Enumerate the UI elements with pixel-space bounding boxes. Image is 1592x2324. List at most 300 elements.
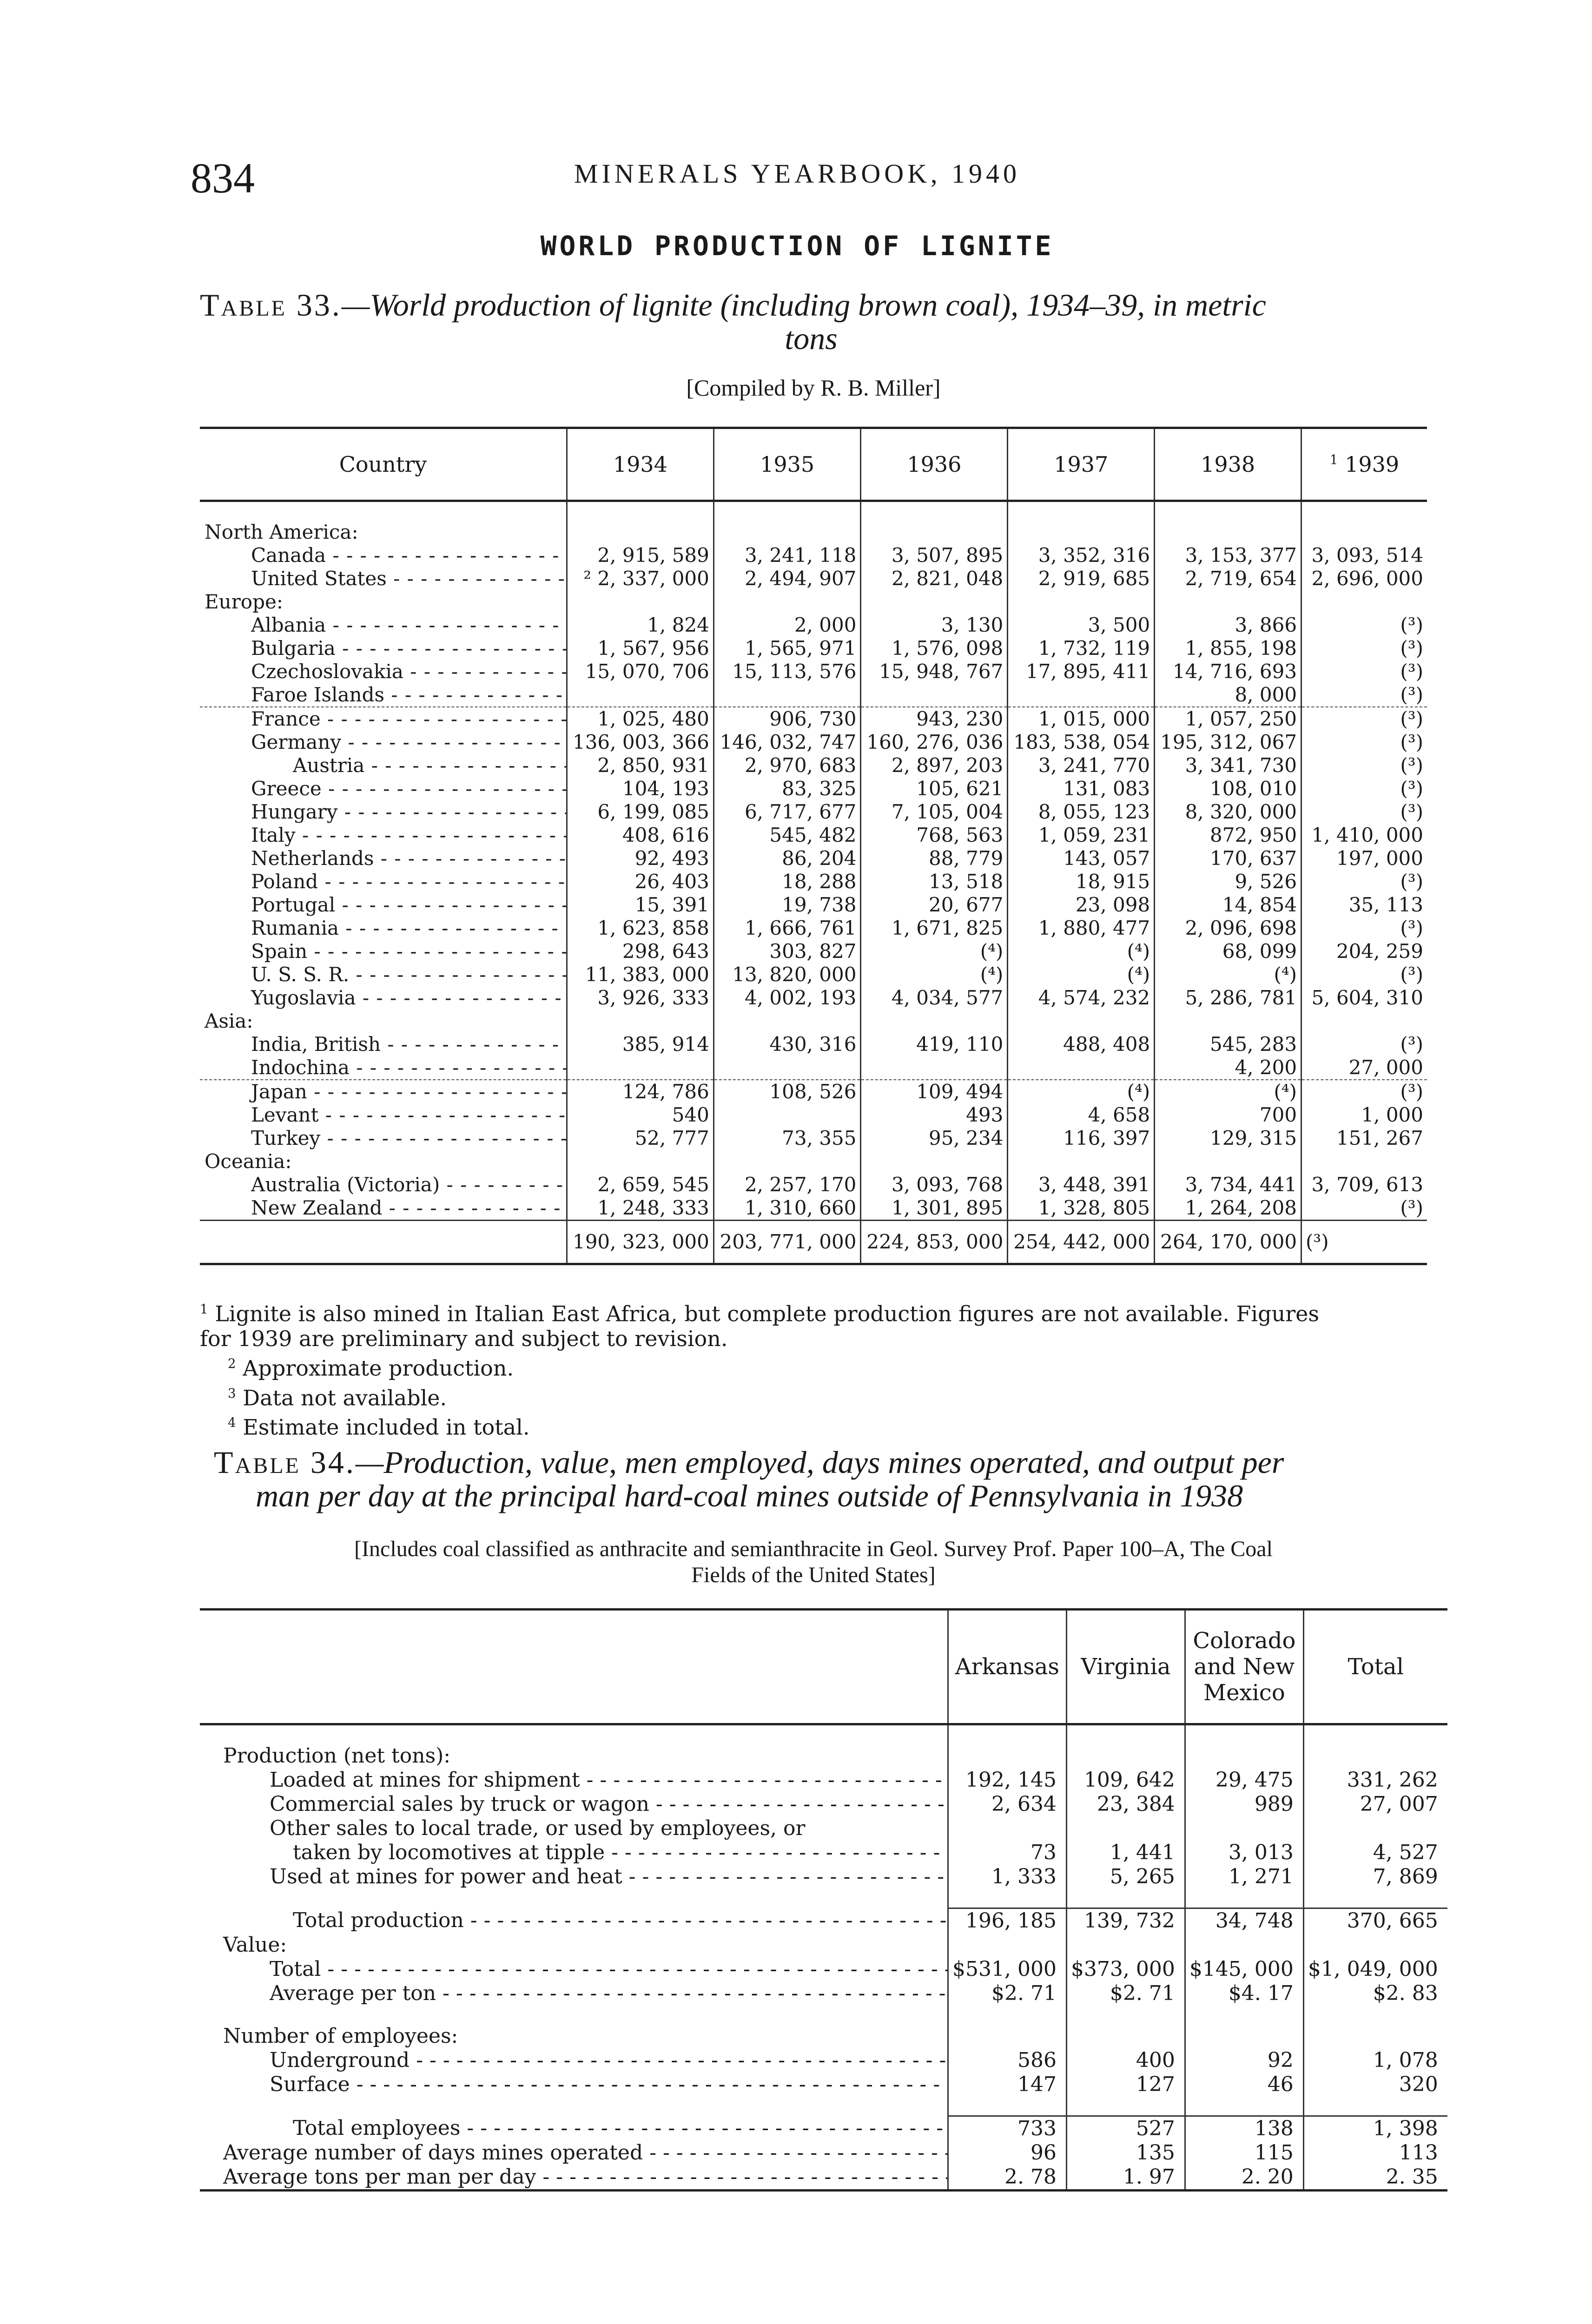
cell-1936: 3, 130 bbox=[861, 614, 1008, 637]
cell-1938: 129, 315 bbox=[1155, 1127, 1301, 1150]
row-label-text: Average number of days mines operated - - - bbox=[223, 2141, 948, 2165]
table-row bbox=[200, 1150, 1427, 1173]
cell-1935 bbox=[713, 521, 861, 544]
cell-1939 bbox=[1301, 521, 1427, 544]
cell-1934: 1, 623, 858 bbox=[567, 917, 714, 940]
cell-colorado-new-mexico: 46 bbox=[1185, 2073, 1303, 2097]
cell-virginia bbox=[1066, 1816, 1185, 1841]
cell-1939: (³) bbox=[1301, 707, 1427, 731]
row-label bbox=[200, 2048, 948, 2073]
cell-total bbox=[1303, 1816, 1447, 1841]
cell-colorado-new-mexico: 989 bbox=[1185, 1792, 1303, 1816]
cell-1935: 545, 482 bbox=[713, 824, 861, 847]
table-row bbox=[200, 1033, 1427, 1056]
cell-total: 7, 869 bbox=[1303, 1865, 1447, 1889]
cell-1936: 2, 897, 203 bbox=[861, 754, 1008, 777]
table33-caption bbox=[200, 288, 1422, 355]
table-row bbox=[200, 963, 1427, 986]
cell-1939: 1, 410, 000 bbox=[1301, 824, 1427, 847]
cell-1938: 3, 734, 441 bbox=[1155, 1173, 1301, 1196]
country-label: Italy - - - bbox=[251, 824, 567, 846]
row-label-text: Value: bbox=[223, 1933, 287, 1957]
table33-note: [Compiled by R. B. Miller] bbox=[686, 375, 941, 401]
table-row bbox=[200, 917, 1427, 940]
cell-1934 bbox=[567, 1056, 714, 1080]
table34-note-line1: [Includes coal classified as anthracite and semianthracite in Geol. Survey Prof. Paper 100–A, The Coal bbox=[354, 1537, 1273, 1561]
cell-1938 bbox=[1155, 1010, 1301, 1033]
row-label-text: Loaded at mines for shipment - - - bbox=[270, 1768, 948, 1792]
row-label bbox=[200, 1744, 948, 1768]
country-label: Asia: bbox=[205, 1010, 253, 1032]
cell-arkansas bbox=[948, 1816, 1067, 1841]
cell-1935: 1, 310, 660 bbox=[713, 1196, 861, 1221]
cell-1937 bbox=[1008, 521, 1155, 544]
row-label bbox=[200, 2165, 948, 2191]
country-label: Turkey - - - bbox=[251, 1127, 567, 1149]
row-label bbox=[200, 2116, 948, 2141]
total-1935: 203, 771, 000 bbox=[713, 1221, 861, 1264]
cell-1936: 13, 518 bbox=[861, 870, 1008, 893]
cell-1939 bbox=[1301, 1150, 1427, 1173]
row-label-text: Other sales to local trade, or used by employees, or bbox=[270, 1816, 806, 1840]
footnote-2: Approximate production. bbox=[243, 1355, 514, 1381]
row-label-text: Average tons per man per day - - - bbox=[223, 2165, 948, 2189]
footnote-4-mark: 4 bbox=[228, 1414, 236, 1430]
cell-1939: (³) bbox=[1301, 637, 1427, 660]
cell-1936: 3, 507, 895 bbox=[861, 544, 1008, 567]
table33-label: Table 33. bbox=[200, 287, 342, 323]
cell-1937 bbox=[1008, 590, 1155, 614]
cell-arkansas: 586 bbox=[948, 2048, 1067, 2073]
country-label: France - - - bbox=[251, 707, 567, 730]
row-label-text: Total employees - - - bbox=[293, 2116, 948, 2140]
country-label: Spain - - - bbox=[251, 940, 567, 963]
cell-1936: 4, 034, 577 bbox=[861, 986, 1008, 1010]
cell-1939: 197, 000 bbox=[1301, 847, 1427, 870]
col-country: Country bbox=[200, 428, 567, 501]
cell-1939: (³) bbox=[1301, 1196, 1427, 1221]
cell-1936: 768, 563 bbox=[861, 824, 1008, 847]
cell-colorado-new-mexico bbox=[1185, 1744, 1303, 1768]
cell-1935: 1, 565, 971 bbox=[713, 637, 861, 660]
row-label-text: Production (net tons): bbox=[223, 1744, 451, 1768]
cell-1939: (³) bbox=[1301, 917, 1427, 940]
table33-header-row bbox=[200, 428, 1427, 501]
cell-1935: 3, 241, 118 bbox=[713, 544, 861, 567]
cell-1938: 195, 312, 067 bbox=[1155, 731, 1301, 754]
country-name bbox=[200, 544, 567, 567]
cell-virginia: 109, 642 bbox=[1066, 1768, 1185, 1792]
cell-1937: 3, 448, 391 bbox=[1008, 1173, 1155, 1196]
cell-1936 bbox=[861, 590, 1008, 614]
footnote-2-mark: 2 bbox=[228, 1356, 236, 1372]
cell-arkansas: $531, 000 bbox=[948, 1957, 1067, 1981]
totals-label bbox=[200, 1221, 567, 1264]
country-label: Faroe Islands - - - bbox=[251, 683, 567, 706]
total-1938: 264, 170, 000 bbox=[1155, 1221, 1301, 1264]
cell-1938: 4, 200 bbox=[1155, 1056, 1301, 1080]
cell-1937: (⁴) bbox=[1008, 1080, 1155, 1103]
table-row bbox=[200, 2024, 1447, 2048]
row-label bbox=[200, 1865, 948, 1889]
cell-1935 bbox=[713, 1103, 861, 1127]
cell-1935: 906, 730 bbox=[713, 707, 861, 731]
col-blank bbox=[200, 1610, 948, 1724]
cell-1938: 5, 286, 781 bbox=[1155, 986, 1301, 1010]
cell-1938: 8, 320, 000 bbox=[1155, 800, 1301, 824]
table-row bbox=[200, 777, 1427, 800]
cell-1936 bbox=[861, 1150, 1008, 1173]
cell-1936: 15, 948, 767 bbox=[861, 660, 1008, 683]
cell-1934: 2, 659, 545 bbox=[567, 1173, 714, 1196]
row-label bbox=[200, 1841, 948, 1865]
cell-1937: 3, 241, 770 bbox=[1008, 754, 1155, 777]
country-label: North America: bbox=[205, 521, 358, 543]
cell-arkansas: 147 bbox=[948, 2073, 1067, 2097]
row-label bbox=[200, 1908, 948, 1934]
table-row bbox=[200, 1865, 1447, 1889]
table-row bbox=[200, 707, 1427, 731]
cell-virginia: 527 bbox=[1066, 2116, 1185, 2141]
cell-1934: 15, 070, 706 bbox=[567, 660, 714, 683]
table34 bbox=[200, 1608, 1447, 2192]
footnote-3-mark: 3 bbox=[228, 1385, 236, 1401]
page-number: 834 bbox=[191, 154, 255, 202]
cell-1939: (³) bbox=[1301, 660, 1427, 683]
cell-1936 bbox=[861, 683, 1008, 707]
cell-1936: (⁴) bbox=[861, 940, 1008, 963]
cell-1936: 943, 230 bbox=[861, 707, 1008, 731]
cell-1936 bbox=[861, 1056, 1008, 1080]
table34-title-cont: man per day at the principal hard-coal mines outside of Pennsylvania in 1938 bbox=[256, 1478, 1243, 1513]
cell-total bbox=[1303, 2024, 1447, 2048]
table34-note bbox=[200, 1536, 1427, 1588]
country-name bbox=[200, 917, 567, 940]
country-name bbox=[200, 893, 567, 917]
cell-1937: 143, 057 bbox=[1008, 847, 1155, 870]
cell-1935: 86, 204 bbox=[713, 847, 861, 870]
country-name bbox=[200, 1196, 567, 1221]
cell-colorado-new-mexico: 92 bbox=[1185, 2048, 1303, 2073]
country-name bbox=[200, 1127, 567, 1150]
cell-1938: 3, 866 bbox=[1155, 614, 1301, 637]
row-label-text: Total production - - - bbox=[293, 1908, 948, 1932]
cell-1937: 23, 098 bbox=[1008, 893, 1155, 917]
cell-1937: 17, 895, 411 bbox=[1008, 660, 1155, 683]
cell-arkansas: 192, 145 bbox=[948, 1768, 1067, 1792]
cell-arkansas: 733 bbox=[948, 2116, 1067, 2141]
country-name bbox=[200, 614, 567, 637]
cell-1935: 83, 325 bbox=[713, 777, 861, 800]
table-row bbox=[200, 1196, 1427, 1221]
country-name bbox=[200, 637, 567, 660]
country-name bbox=[200, 731, 567, 754]
cell-1935: 108, 526 bbox=[713, 1080, 861, 1103]
cell-1937 bbox=[1008, 1150, 1155, 1173]
cell-total: 4, 527 bbox=[1303, 1841, 1447, 1865]
row-label-text: Number of employees: bbox=[223, 2024, 458, 2048]
cell-1939: 2, 696, 000 bbox=[1301, 567, 1427, 590]
cell-1935: 1, 666, 761 bbox=[713, 917, 861, 940]
cell-1935: 2, 494, 907 bbox=[713, 567, 861, 590]
cell-1937: 1, 880, 477 bbox=[1008, 917, 1155, 940]
cell-1937: 116, 397 bbox=[1008, 1127, 1155, 1150]
cell-1934: 124, 786 bbox=[567, 1080, 714, 1103]
cell-1936: 493 bbox=[861, 1103, 1008, 1127]
footnote-3: Data not available. bbox=[243, 1385, 447, 1410]
cell-1939: 1, 000 bbox=[1301, 1103, 1427, 1127]
country-name bbox=[200, 1103, 567, 1127]
cell-1938: 108, 010 bbox=[1155, 777, 1301, 800]
cell-1937: 4, 658 bbox=[1008, 1103, 1155, 1127]
table-row bbox=[200, 2116, 1447, 2141]
cell-total bbox=[1303, 1744, 1447, 1768]
table34-title: —Production, value, men employed, days mines operated, and output per bbox=[355, 1445, 1284, 1480]
col-year-1937: 1937 bbox=[1008, 428, 1155, 501]
cell-1937: (⁴) bbox=[1008, 963, 1155, 986]
country-label: Greece - - - bbox=[251, 777, 567, 800]
cell-1938: 2, 719, 654 bbox=[1155, 567, 1301, 590]
cell-1934: 104, 193 bbox=[567, 777, 714, 800]
table-row bbox=[200, 637, 1427, 660]
cell-1935: 18, 288 bbox=[713, 870, 861, 893]
footnote-1-cont: for 1939 are preliminary and subject to revision. bbox=[200, 1326, 728, 1352]
cell-1938: 3, 153, 377 bbox=[1155, 544, 1301, 567]
col-year-1939 bbox=[1301, 428, 1427, 501]
cell-1939: 27, 000 bbox=[1301, 1056, 1427, 1080]
cell-1936: 88, 779 bbox=[861, 847, 1008, 870]
country-name bbox=[200, 521, 567, 544]
table-row bbox=[200, 2048, 1447, 2073]
row-label-text: Surface - - - bbox=[270, 2073, 948, 2096]
table-row bbox=[200, 1816, 1447, 1841]
table-row bbox=[200, 1056, 1427, 1080]
country-label: United States - - - bbox=[251, 567, 567, 590]
cell-1939: (³) bbox=[1301, 870, 1427, 893]
cell-1934: 92, 493 bbox=[567, 847, 714, 870]
cell-1936: 1, 576, 098 bbox=[861, 637, 1008, 660]
cell-1939: 204, 259 bbox=[1301, 940, 1427, 963]
table-row bbox=[200, 1768, 1447, 1792]
country-name bbox=[200, 754, 567, 777]
spacer-row bbox=[200, 2097, 1447, 2116]
table-row bbox=[200, 521, 1427, 544]
cell-1934: 1, 248, 333 bbox=[567, 1196, 714, 1221]
cell-1935: 15, 113, 576 bbox=[713, 660, 861, 683]
cell-1935: 303, 827 bbox=[713, 940, 861, 963]
cell-1937: 488, 408 bbox=[1008, 1033, 1155, 1056]
cell-1939: 3, 709, 613 bbox=[1301, 1173, 1427, 1196]
cell-1935: 2, 257, 170 bbox=[713, 1173, 861, 1196]
cell-1936 bbox=[861, 521, 1008, 544]
footnote-4: Estimate included in total. bbox=[243, 1414, 530, 1440]
cell-1938: 14, 716, 693 bbox=[1155, 660, 1301, 683]
table-row bbox=[200, 1933, 1447, 1957]
table-row bbox=[200, 1744, 1447, 1768]
total-1936: 224, 853, 000 bbox=[861, 1221, 1008, 1264]
row-label bbox=[200, 2073, 948, 2097]
country-label: Rumania - - - bbox=[251, 917, 567, 939]
cell-1935: 146, 032, 747 bbox=[713, 731, 861, 754]
cell-1939 bbox=[1301, 590, 1427, 614]
cell-1936: 1, 301, 895 bbox=[861, 1196, 1008, 1221]
cell-1939: 3, 093, 514 bbox=[1301, 544, 1427, 567]
country-name bbox=[200, 1080, 567, 1103]
row-label bbox=[200, 1816, 948, 1841]
cell-1934: 1, 567, 956 bbox=[567, 637, 714, 660]
cell-colorado-new-mexico: 3, 013 bbox=[1185, 1841, 1303, 1865]
cell-1939: (³) bbox=[1301, 1080, 1427, 1103]
cell-arkansas: 2. 78 bbox=[948, 2165, 1067, 2191]
row-label bbox=[200, 1957, 948, 1981]
country-name bbox=[200, 567, 567, 590]
cell-total: 113 bbox=[1303, 2141, 1447, 2165]
table-row bbox=[200, 1841, 1447, 1865]
cell-1934: 408, 616 bbox=[567, 824, 714, 847]
cell-1937: 4, 574, 232 bbox=[1008, 986, 1155, 1010]
cell-1937 bbox=[1008, 1056, 1155, 1080]
cell-1934 bbox=[567, 1010, 714, 1033]
cell-virginia: 23, 384 bbox=[1066, 1792, 1185, 1816]
table-row bbox=[200, 1173, 1427, 1196]
cell-1936 bbox=[861, 1010, 1008, 1033]
table-row bbox=[200, 893, 1427, 917]
cell-1934: 6, 199, 085 bbox=[567, 800, 714, 824]
cell-virginia: $2. 71 bbox=[1066, 1981, 1185, 2006]
cell-1935: 19, 738 bbox=[713, 893, 861, 917]
cell-arkansas bbox=[948, 1744, 1067, 1768]
cell-1936: 7, 105, 004 bbox=[861, 800, 1008, 824]
cell-1935 bbox=[713, 590, 861, 614]
cell-1938: 1, 057, 250 bbox=[1155, 707, 1301, 731]
cell-1934: 385, 914 bbox=[567, 1033, 714, 1056]
cell-1939: (³) bbox=[1301, 800, 1427, 824]
row-label bbox=[200, 2024, 948, 2048]
table-row bbox=[200, 731, 1427, 754]
cell-total: 320 bbox=[1303, 2073, 1447, 2097]
cell-colorado-new-mexico bbox=[1185, 2024, 1303, 2048]
cell-1938: 68, 099 bbox=[1155, 940, 1301, 963]
row-label bbox=[200, 1768, 948, 1792]
cell-colorado-new-mexico bbox=[1185, 1816, 1303, 1841]
country-name bbox=[200, 963, 567, 986]
year-1939-label: 1939 bbox=[1345, 452, 1400, 477]
cell-1937: 8, 055, 123 bbox=[1008, 800, 1155, 824]
table-row bbox=[200, 1957, 1447, 1981]
country-label: Yugoslavia - - - bbox=[251, 986, 567, 1009]
country-label: Albania - - - bbox=[251, 614, 567, 636]
row-label bbox=[200, 2141, 948, 2165]
cell-colorado-new-mexico: $145, 000 bbox=[1185, 1957, 1303, 1981]
cell-1938: (⁴) bbox=[1155, 963, 1301, 986]
table-row bbox=[200, 660, 1427, 683]
cell-1935 bbox=[713, 1150, 861, 1173]
table-row bbox=[200, 1080, 1427, 1103]
country-label: Poland - - - bbox=[251, 870, 567, 893]
cell-arkansas: 96 bbox=[948, 2141, 1067, 2165]
cell-virginia: 135 bbox=[1066, 2141, 1185, 2165]
cell-1934: 136, 003, 366 bbox=[567, 731, 714, 754]
country-name bbox=[200, 590, 567, 614]
country-label: Netherlands - - - bbox=[251, 847, 567, 870]
cell-1937 bbox=[1008, 683, 1155, 707]
cell-virginia bbox=[1066, 1933, 1185, 1957]
table34-label: Table 34. bbox=[214, 1445, 356, 1480]
cell-1938: 9, 526 bbox=[1155, 870, 1301, 893]
cell-1934: 298, 643 bbox=[567, 940, 714, 963]
cell-1937: 1, 059, 231 bbox=[1008, 824, 1155, 847]
cell-virginia: 400 bbox=[1066, 2048, 1185, 2073]
col-year-1938: 1938 bbox=[1155, 428, 1301, 501]
table-row bbox=[200, 1981, 1447, 2006]
cell-virginia: 127 bbox=[1066, 2073, 1185, 2097]
cell-1937: 2, 919, 685 bbox=[1008, 567, 1155, 590]
cell-total: $1, 049, 000 bbox=[1303, 1957, 1447, 1981]
table-row bbox=[200, 986, 1427, 1010]
country-label: Oceania: bbox=[205, 1150, 292, 1173]
cell-1939: (³) bbox=[1301, 1033, 1427, 1056]
cell-1939: (³) bbox=[1301, 731, 1427, 754]
table-row bbox=[200, 2141, 1447, 2165]
cell-1936: 20, 677 bbox=[861, 893, 1008, 917]
cell-1939: (³) bbox=[1301, 777, 1427, 800]
cell-virginia: 1, 441 bbox=[1066, 1841, 1185, 1865]
table-row bbox=[200, 590, 1427, 614]
running-title: MINERALS YEARBOOK, 1940 bbox=[574, 158, 1021, 189]
country-name bbox=[200, 1010, 567, 1033]
cell-virginia: 139, 732 bbox=[1066, 1908, 1185, 1934]
totals-row bbox=[200, 1221, 1427, 1264]
cell-1934: 26, 403 bbox=[567, 870, 714, 893]
table-row bbox=[200, 754, 1427, 777]
country-label: Czechoslovakia - - - bbox=[251, 660, 567, 683]
country-name bbox=[200, 707, 567, 731]
country-name bbox=[200, 777, 567, 800]
cell-virginia: 1. 97 bbox=[1066, 2165, 1185, 2191]
country-label: New Zealand - - - bbox=[251, 1196, 567, 1219]
cell-1937: (⁴) bbox=[1008, 940, 1155, 963]
cell-1934: 52, 777 bbox=[567, 1127, 714, 1150]
table-row bbox=[200, 1103, 1427, 1127]
cell-1937: 3, 352, 316 bbox=[1008, 544, 1155, 567]
cell-1936: 419, 110 bbox=[861, 1033, 1008, 1056]
cell-colorado-new-mexico: 2. 20 bbox=[1185, 2165, 1303, 2191]
country-name bbox=[200, 824, 567, 847]
country-label: Levant - - - bbox=[251, 1103, 567, 1126]
table-row bbox=[200, 567, 1427, 590]
cell-1938: 700 bbox=[1155, 1103, 1301, 1127]
cell-arkansas bbox=[948, 1933, 1067, 1957]
total-1937: 254, 442, 000 bbox=[1008, 1221, 1155, 1264]
country-label: Canada - - - bbox=[251, 544, 567, 567]
table33 bbox=[200, 427, 1427, 1265]
cell-1936: 1, 671, 825 bbox=[861, 917, 1008, 940]
country-name bbox=[200, 683, 567, 707]
table-row bbox=[200, 2073, 1447, 2097]
cell-1935 bbox=[713, 1010, 861, 1033]
cell-virginia bbox=[1066, 2024, 1185, 2048]
country-name bbox=[200, 1033, 567, 1056]
cell-arkansas: 196, 185 bbox=[948, 1908, 1067, 1934]
country-label: Hungary - - - bbox=[251, 800, 567, 823]
cell-1938: 545, 283 bbox=[1155, 1033, 1301, 1056]
cell-1934: 11, 383, 000 bbox=[567, 963, 714, 986]
country-label: Japan - - - bbox=[251, 1080, 567, 1103]
col-year-1936: 1936 bbox=[861, 428, 1008, 501]
table34-header-row bbox=[200, 1610, 1447, 1724]
cell-1938: 8, 000 bbox=[1155, 683, 1301, 707]
cell-arkansas: $2. 71 bbox=[948, 1981, 1067, 2006]
